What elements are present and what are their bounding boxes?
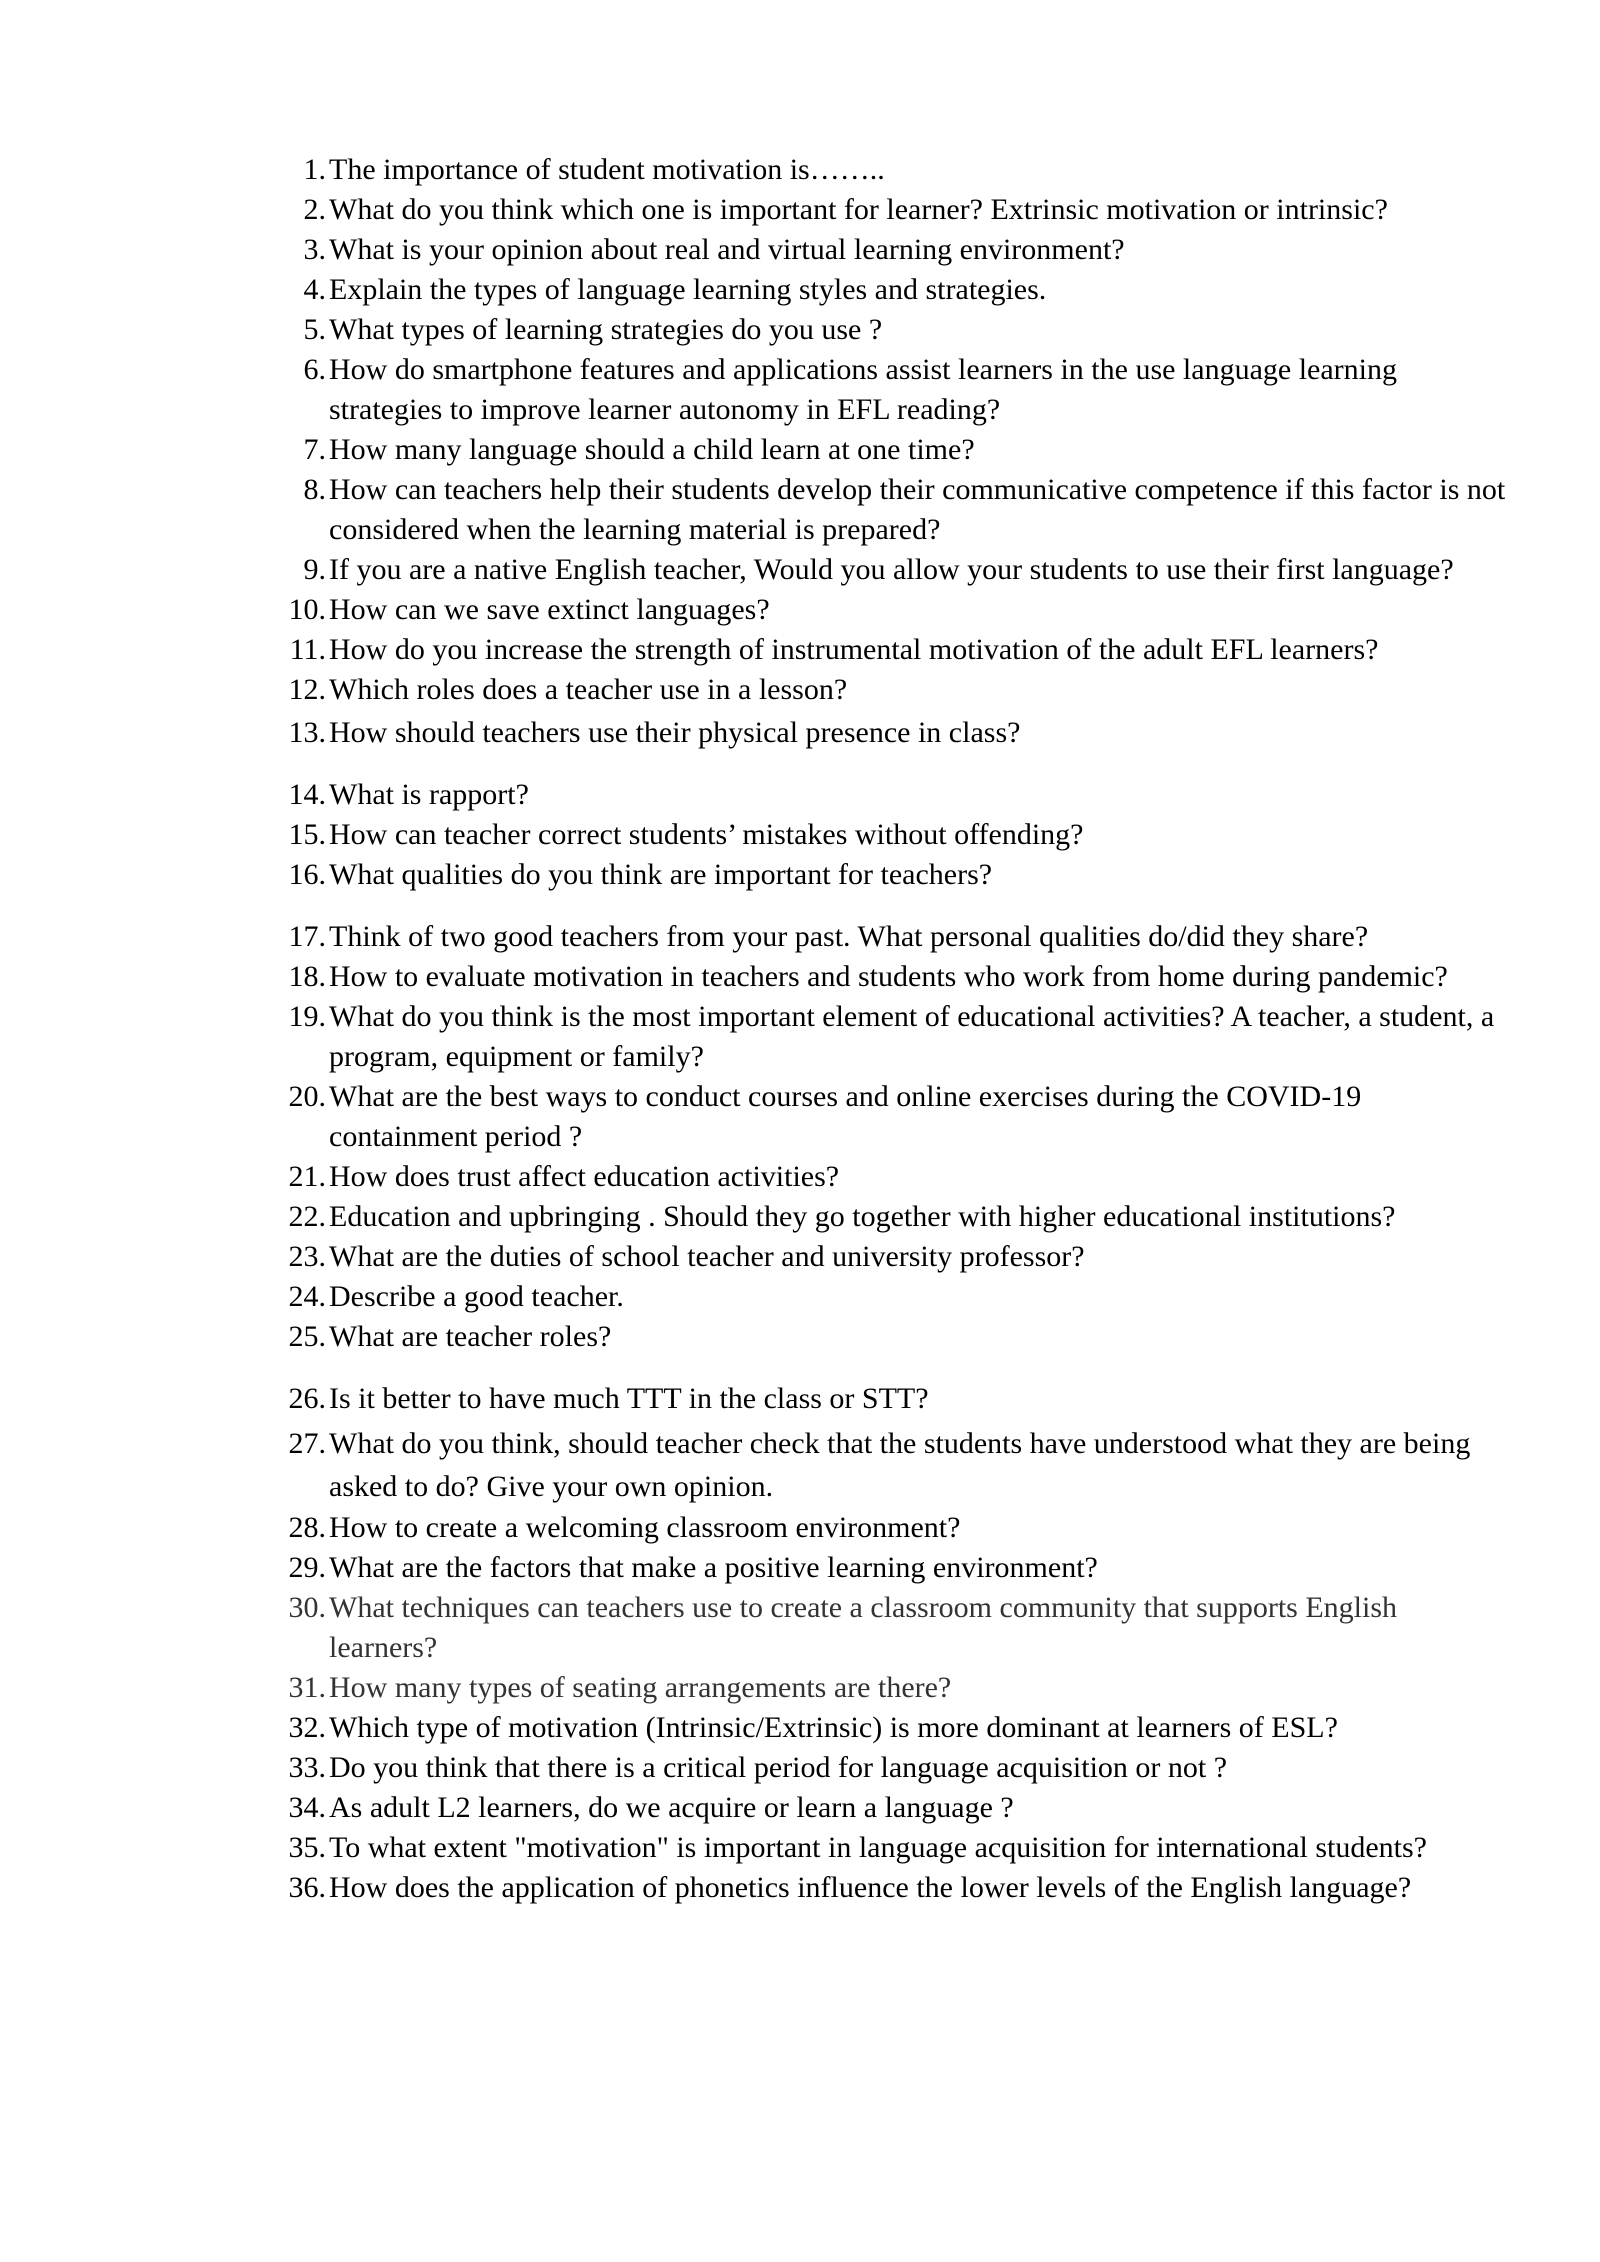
question-item (276, 1508, 1506, 1548)
question-text: Think of two good teachers from your past. What personal qualities do/did they share? (329, 920, 1369, 953)
question-text: How many types of seating arrangements are there? (329, 1671, 952, 1704)
question-number: 19. (288, 1000, 326, 1033)
question-item (276, 1379, 1506, 1419)
question-number: 14. (288, 778, 326, 811)
question-number: 25. (288, 1320, 326, 1353)
question-item (276, 957, 1506, 997)
question-number: 11. (289, 633, 326, 666)
question-number: 18. (288, 960, 326, 993)
question-item (276, 1077, 1506, 1157)
question-text: What do you think which one is important for learner? Extrinsic motivation or intrinsic? (329, 193, 1388, 226)
question-text: What are teacher roles? (329, 1320, 612, 1353)
question-number: 3. (303, 233, 326, 266)
question-item (276, 1708, 1506, 1748)
question-number: 17. (288, 920, 326, 953)
question-text: What do you think is the most important element of educational activities? A teacher, a student, a program, equipment or family? (329, 1000, 1495, 1073)
question-text: How do you increase the strength of instrumental motivation of the adult EFL learners? (329, 633, 1379, 666)
question-number: 8. (303, 473, 326, 506)
question-text: How do smartphone features and applications assist learners in the use language learning strategies to improve learner autonomy in EFL reading? (329, 353, 1398, 426)
question-number: 10. (288, 593, 326, 626)
question-item (276, 997, 1506, 1077)
question-item (276, 230, 1506, 270)
question-text: How should teachers use their physical presence in class? (329, 716, 1021, 749)
question-item (276, 1197, 1506, 1237)
question-number: 32. (288, 1711, 326, 1744)
question-number: 13. (288, 716, 326, 749)
question-item (276, 917, 1506, 957)
question-number: 1. (303, 153, 326, 186)
question-text: What techniques can teachers use to create a classroom community that supports English learners? (329, 1591, 1398, 1664)
question-list (276, 150, 1506, 1908)
question-number: 24. (288, 1280, 326, 1313)
question-text: Do you think that there is a critical period for language acquisition or not ? (329, 1751, 1228, 1784)
question-text: Explain the types of language learning styles and strategies. (329, 273, 1047, 306)
question-item (276, 1828, 1506, 1868)
question-text: The importance of student motivation is…….. (329, 153, 885, 186)
question-text: What is your opinion about real and virtual learning environment? (329, 233, 1125, 266)
question-text: How to evaluate motivation in teachers and students who work from home during pandemic? (329, 960, 1448, 993)
question-number: 29. (288, 1551, 326, 1584)
question-text: How to create a welcoming classroom environment? (329, 1511, 961, 1544)
question-item (276, 590, 1506, 630)
question-number: 16. (288, 858, 326, 891)
question-text: If you are a native English teacher, Would you allow your students to use their first language? (329, 553, 1454, 586)
question-item (276, 815, 1506, 855)
question-item (276, 1868, 1506, 1908)
question-number: 31. (288, 1671, 326, 1704)
question-item (276, 713, 1506, 753)
question-item (276, 855, 1506, 895)
question-number: 4. (303, 273, 326, 306)
question-item (276, 150, 1506, 190)
question-item (276, 1277, 1506, 1317)
question-item (276, 775, 1506, 815)
question-item (276, 550, 1506, 590)
question-text: What types of learning strategies do you use ? (329, 313, 883, 346)
question-text: To what extent "motivation" is important in language acquisition for international students? (329, 1831, 1427, 1864)
question-number: 12. (288, 673, 326, 706)
question-number: 34. (288, 1791, 326, 1824)
question-number: 20. (288, 1080, 326, 1113)
question-number: 35. (288, 1831, 326, 1864)
question-text: How can we save extinct languages? (329, 593, 770, 626)
question-number: 28. (288, 1511, 326, 1544)
question-number: 9. (303, 553, 326, 586)
question-item (276, 430, 1506, 470)
question-item (276, 190, 1506, 230)
question-item (276, 630, 1506, 670)
question-number: 21. (288, 1160, 326, 1193)
question-item (276, 310, 1506, 350)
question-number: 23. (288, 1240, 326, 1273)
question-text: How many language should a child learn at one time? (329, 433, 975, 466)
question-item (276, 1317, 1506, 1357)
question-item (276, 670, 1506, 710)
question-number: 7. (303, 433, 326, 466)
question-text: Describe a good teacher. (329, 1280, 624, 1313)
question-item (276, 1548, 1506, 1588)
question-item (276, 470, 1506, 550)
question-number: 36. (288, 1871, 326, 1904)
question-item (276, 1668, 1506, 1708)
question-text: Which type of motivation (Intrinsic/Extrinsic) is more dominant at learners of ESL? (329, 1711, 1338, 1744)
question-item (276, 1237, 1506, 1277)
question-number: 26. (288, 1382, 326, 1415)
question-number: 22. (288, 1200, 326, 1233)
question-text: How can teacher correct students’ mistakes without offending? (329, 818, 1084, 851)
question-item (276, 1588, 1506, 1668)
question-number: 5. (303, 313, 326, 346)
question-text: What are the best ways to conduct courses and online exercises during the COVID-19 containment period ? (329, 1080, 1362, 1153)
question-item (276, 1157, 1506, 1197)
question-text: What qualities do you think are important for teachers? (329, 858, 993, 891)
question-number: 15. (288, 818, 326, 851)
question-number: 6. (303, 353, 326, 386)
question-text: What do you think, should teacher check that the students have understood what they are being asked to do? Give your own opinion. (329, 1427, 1471, 1503)
question-item (276, 1788, 1506, 1828)
question-text: What are the factors that make a positive learning environment? (329, 1551, 1098, 1584)
question-number: 30. (288, 1591, 326, 1624)
question-text: How can teachers help their students develop their communicative competence if this factor is not considered when the learning material is prepared? (329, 473, 1506, 546)
question-item (276, 1748, 1506, 1788)
question-text: As adult L2 learners, do we acquire or learn a language ? (329, 1791, 1014, 1824)
question-text: Education and upbringing . Should they go together with higher educational institutions? (329, 1200, 1396, 1233)
question-item (276, 350, 1506, 430)
question-item (276, 1422, 1506, 1508)
question-text: What are the duties of school teacher and university professor? (329, 1240, 1085, 1273)
question-text: How does the application of phonetics influence the lower levels of the English language? (329, 1871, 1412, 1904)
question-number: 27. (288, 1427, 326, 1460)
question-text: Is it better to have much TTT in the class or STT? (329, 1382, 929, 1415)
question-item (276, 270, 1506, 310)
question-text: What is rapport? (329, 778, 529, 811)
question-number: 33. (288, 1751, 326, 1784)
question-text: Which roles does a teacher use in a lesson? (329, 673, 848, 706)
question-number: 2. (303, 193, 326, 226)
question-text: How does trust affect education activities? (329, 1160, 840, 1193)
